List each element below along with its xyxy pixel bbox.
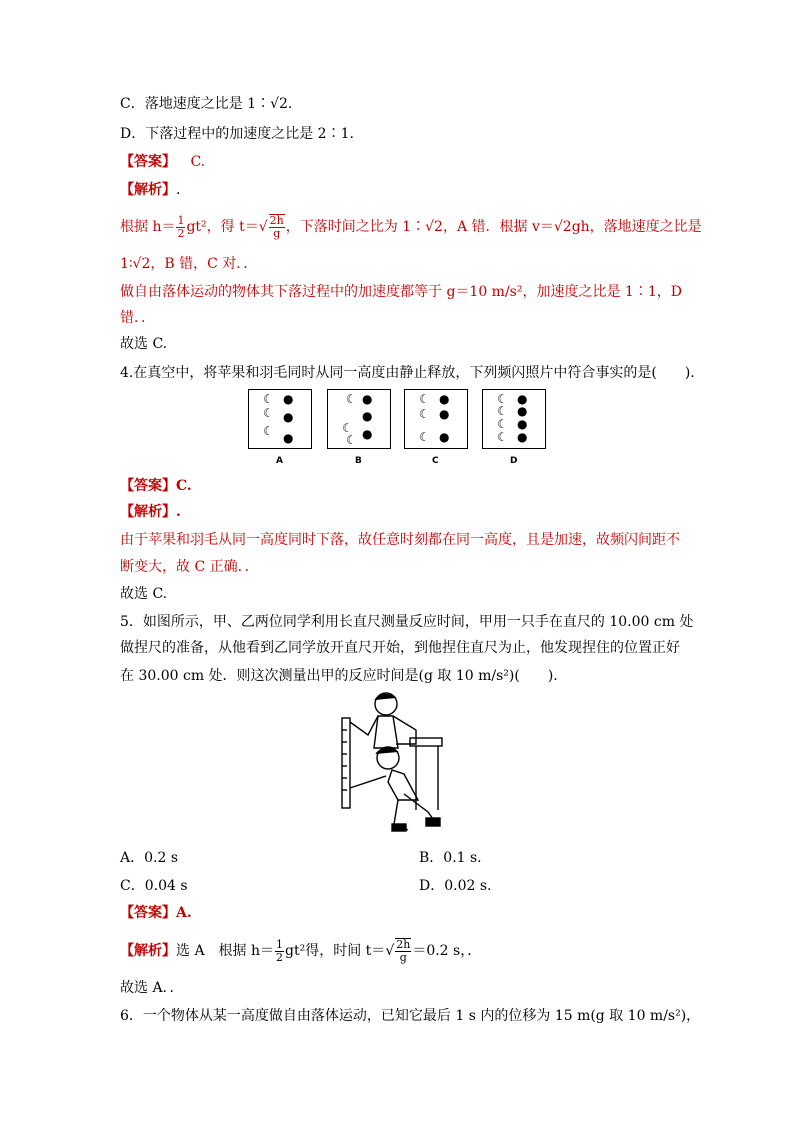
question-5-line-1: 5．如图所示，甲、乙两位同学利用长直尺测量反应时间，甲用一只手在直尺的 10.00 cm 处 bbox=[120, 614, 694, 630]
exp1-part-a: 根据 h＝ bbox=[120, 219, 176, 235]
option-d-previous: D．下落过程中的加速度之比是 2∶1. bbox=[120, 126, 354, 142]
option-c-previous: C．落地速度之比是 1∶√2. bbox=[120, 96, 293, 112]
answer-line-3 bbox=[120, 903, 192, 923]
exp7-part-b: gt²得，时间 t＝ bbox=[285, 943, 386, 959]
explanation-line-1 bbox=[120, 214, 702, 240]
answer-tag: 【答案】 bbox=[120, 154, 176, 170]
fraction-half-2 bbox=[275, 939, 284, 964]
analysis-tag-2: 【解析】. bbox=[120, 504, 181, 520]
frac2-num: 1 bbox=[276, 937, 284, 951]
strobe-label-c: C bbox=[432, 456, 439, 466]
option-c: C．0.04 s bbox=[120, 878, 188, 894]
analysis-tag-3: 【解析】 bbox=[120, 943, 176, 959]
explanation-line-4: 错．． bbox=[120, 310, 155, 326]
frac2-den: 2 bbox=[276, 950, 284, 964]
exp1-part-c: ，下落时间之比为 1∶√2，A 错．根据 v＝√2gh，落地速度之比是 bbox=[285, 219, 702, 235]
sqrt-fraction-2: √ $\frac{2h}{g}$ bbox=[385, 938, 411, 964]
answer-2: 【答案】C. bbox=[120, 478, 192, 494]
sqrt-den: g bbox=[273, 227, 281, 240]
strobe-label-a: A bbox=[276, 456, 283, 466]
explanation-line-3: 做自由落体运动的物体其下落过程中的加速度都等于 g＝10 m/s²，加速度之比是 1∶1，D bbox=[120, 284, 682, 300]
analysis-tag: 【解析】 bbox=[120, 182, 176, 198]
question-5-line-3: 在 30.00 cm 处．则这次测量出甲的反应时间是(g 取 10 m/s²)( ). bbox=[120, 668, 558, 684]
analysis-heading-2 bbox=[120, 502, 181, 522]
exp7-part-c: ＝0.2 s，． bbox=[412, 943, 482, 959]
analysis-heading-1 bbox=[120, 180, 180, 200]
sqrt2-den: g bbox=[399, 951, 407, 964]
question-4: 4.在真空中，将苹果和羽毛同时从同一高度由静止释放，下列频闪照片中符合事实的是( ). bbox=[120, 365, 695, 381]
exp1-part-b: gt²，得 t＝ bbox=[186, 219, 259, 235]
question-6: 6．一个物体从某一高度做自由落体运动，已知它最后 1 s 内的位移为 15 m(g 取 10 m/s²)， bbox=[120, 1008, 701, 1024]
strobe-box-b: ☾ ● ● ☾ ● ☾ bbox=[327, 389, 391, 449]
sqrt2-num: 2h bbox=[396, 938, 411, 951]
choose-line-3: 故选 A．． bbox=[120, 980, 184, 996]
reaction-time-illustration bbox=[338, 690, 450, 840]
sqrt-num: 2h bbox=[269, 214, 284, 227]
strobe-box-d: ☾ ● ☾ ● ☾ ● ☾ ● bbox=[482, 389, 546, 449]
strobe-box-a: ☾ ● ☾ ● ☾ ● bbox=[248, 389, 312, 449]
option-d: D．0.02 s. bbox=[419, 878, 492, 894]
explanation-line-7 bbox=[120, 938, 481, 964]
strobe-label-d: D bbox=[510, 456, 518, 466]
strobe-box-c: ☾ ● ☾ ● ☾ ● bbox=[404, 389, 468, 449]
explanation-line-2: 1∶√2，B 错，C 对．． bbox=[120, 256, 258, 272]
answer-value: C. bbox=[190, 154, 206, 170]
choose-line-1: 故选 C. bbox=[120, 336, 168, 352]
frac-den: 2 bbox=[177, 226, 185, 240]
answer-line-2 bbox=[120, 476, 192, 496]
explanation-line-5: 由于苹果和羽毛从同一高度同时下落，故任意时刻都在同一高度，且是加速，故频闪间距不 bbox=[120, 532, 680, 548]
fraction-half bbox=[176, 215, 185, 240]
explanation-line-6: 断变大，故 C 正确．． bbox=[120, 559, 259, 575]
strobe-label-b: B bbox=[355, 456, 362, 466]
frac-num: 1 bbox=[177, 213, 185, 227]
exp7-part-a: 选 A 根据 h＝ bbox=[176, 943, 275, 959]
option-a: A．0.2 s bbox=[120, 850, 179, 866]
answer-line-1 bbox=[120, 152, 205, 172]
choose-line-2: 故选 C. bbox=[120, 586, 168, 602]
option-b: B．0.1 s. bbox=[419, 850, 482, 866]
answer-3: 【答案】A. bbox=[120, 905, 192, 921]
sqrt-fraction: √ $\frac{2h}{g}$ bbox=[258, 214, 284, 240]
analysis-dot: . bbox=[176, 182, 181, 198]
question-5-line-2: 做捏尺的准备，从他看到乙同学放开直尺开始，到他捏住直尺为止，他发现捏住的位置正好 bbox=[120, 640, 680, 656]
